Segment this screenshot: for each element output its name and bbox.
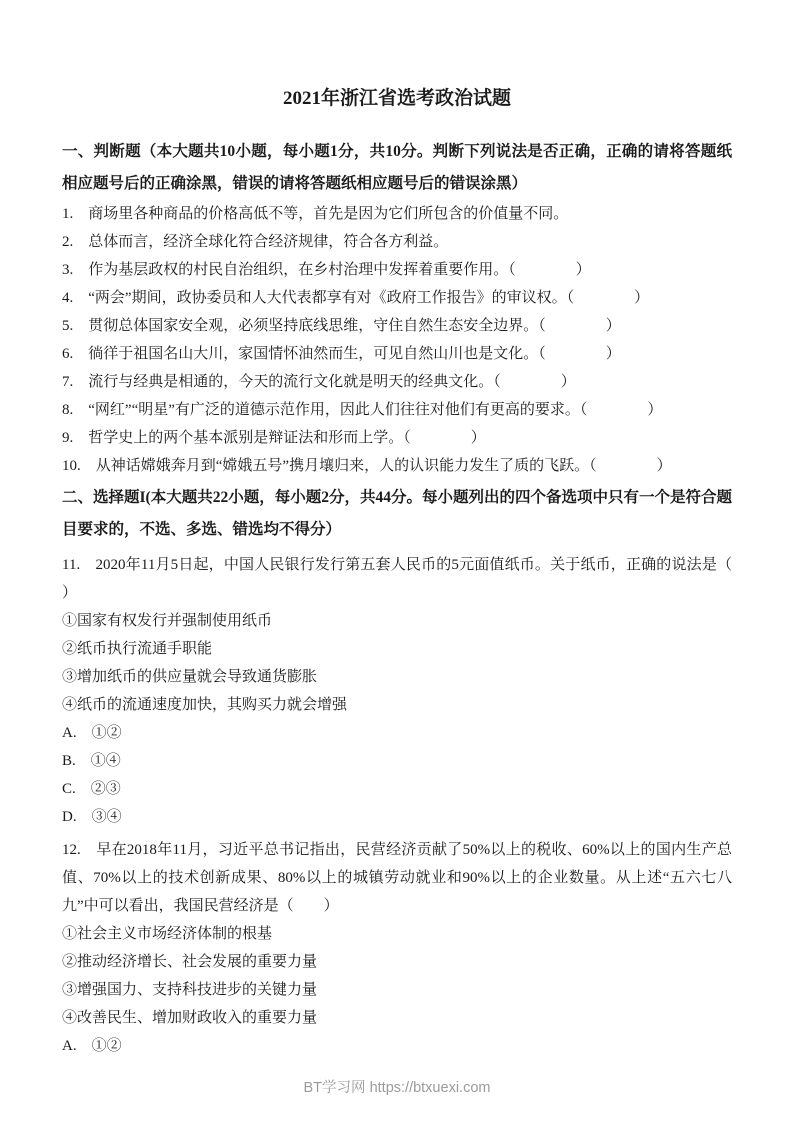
question-12-statement-1: ①社会主义市场经济体制的根基 [62,926,273,942]
section2-heading: 二、选择题I(本大题共22小题，每小题2分，共44分。每小题列出的四个备选项中只有一个是符合题目要求的，不选、多选、错选均不得分） [62,489,732,538]
exam-title: 2021年浙江省选考政治试题 [282,88,511,109]
question-11-statement-3: ③增加纸币的供应量就会导致通货膨胀 [62,669,318,685]
question-11-stem: 11. 2020年11月5日起，中国人民银行发行第五套人民币的5元面值纸币。关于纸币，正确的说法是（ ） [62,557,763,601]
question-11-statement-1: ①国家有权发行并强制使用纸币 [62,613,273,629]
judgement-question-7: 7. 流行与经典是相通的，今天的流行文化就是明天的经典文化。（ ） [62,374,576,390]
judgement-question-2: 2. 总体而言，经济全球化符合经济规律，符合各方利益。 [62,234,449,250]
footer-watermark: BT学习网 https://btxuexi.com [303,1080,491,1096]
question-12-option-a: A. ①② [62,1038,122,1054]
question-11-option-b: B. ①④ [62,753,121,769]
question-12-statement-2: ②推动经济增长、社会发展的重要力量 [62,954,318,970]
question-12-statement-3: ③增强国力、支持科技进步的关键力量 [62,982,318,998]
question-11-statement-2: ②纸币执行流通手职能 [62,641,213,657]
judgement-question-1: 1. 商场里各种商品的价格高低不等，首先是因为它们所包含的价值量不同。 [62,206,569,222]
question-11-statement-4: ④纸币的流通速度加快，其购买力就会增强 [62,697,348,713]
question-11-option-c: C. ②③ [62,781,121,797]
judgement-question-4: 4. “两会”期间，政协委员和人大代表都享有对《政府工作报告》的审议权。（ ） [62,290,650,306]
judgement-question-10: 10. 从神话嫦娥奔月到“嫦娥五号”携月壤归来，人的认识能力发生了质的飞跃。（ ） [62,458,672,474]
section1-heading: 一、判断题（本大题共10小题，每小题1分，共10分。判断下列说法是否正确，正确的请将答题纸相应题号后的正确涂黑，错误的请将答题纸相应题号后的错误涂黑） [62,143,732,192]
judgement-question-9: 9. 哲学史上的两个基本派别是辩证法和形而上学。（ ） [62,430,486,446]
question-12-statement-4: ④改善民生、增加财政收入的重要力量 [62,1010,318,1026]
question-11-option-a: A. ①② [62,725,122,741]
judgement-question-5: 5. 贯彻总体国家安全观，必须坚持底线思维，守住自然生态安全边界。（ ） [62,318,621,334]
judgement-question-6: 6. 徜徉于祖国名山大川，家国情怀油然而生，可见自然山川也是文化。（ ） [62,346,621,362]
question-12-stem: 12. 早在2018年11月，习近平总书记指出，民营经济贡献了50%以上的税收、60%以上的国内生产总值、70%以上的技术创新成果、80%以上的城镇劳动就业和90%以上的企业数量。从上述“五六七八九”中可以看出，我国民营经济是（ ） [62,842,732,914]
question-11-option-d: D. ③④ [62,809,122,825]
judgement-question-8: 8. “网红”“明星”有广泛的道德示范作用，因此人们往往对他们有更高的要求。（ ） [62,402,663,418]
judgement-question-3: 3. 作为基层政权的村民自治组织，在乡村治理中发挥着重要作用。（ ） [62,262,591,278]
